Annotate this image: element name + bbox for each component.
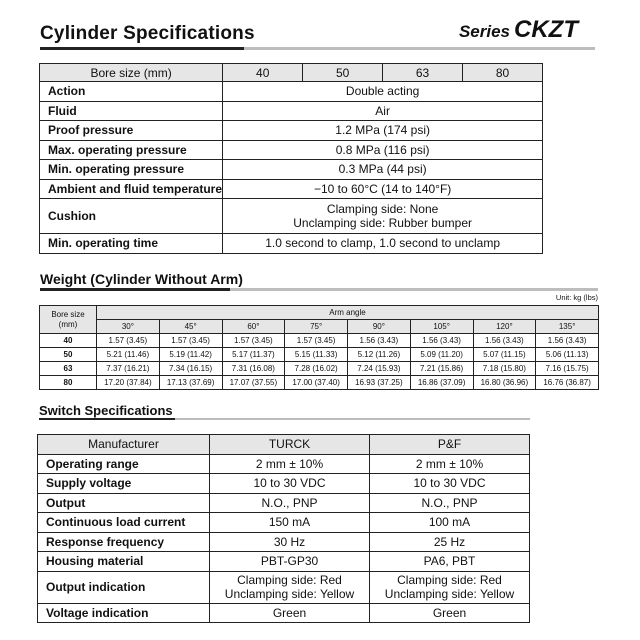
bore-cell: 63 [40, 362, 97, 376]
table-row [40, 82, 543, 102]
bore-50: 50 [303, 64, 383, 82]
title-underline-accent [40, 47, 244, 50]
angle-header-row [40, 320, 599, 334]
spec-label: Operating range [38, 454, 210, 474]
page-title: Cylinder Specifications [40, 23, 255, 44]
weight-cell: 7.28 (16.02) [285, 362, 348, 376]
bore-40: 40 [223, 64, 303, 82]
weight-cell: 7.31 (16.08) [222, 362, 285, 376]
spec-label: Voltage indication [38, 603, 210, 623]
weight-cell: 17.20 (37.84) [97, 376, 160, 390]
weight-cell: 7.16 (15.75) [536, 362, 599, 376]
table-row [38, 474, 530, 494]
weight-cell: 16.76 (36.87) [536, 376, 599, 390]
table-row [38, 603, 530, 623]
spec-label: Housing material [38, 552, 210, 572]
bore-cell: 40 [40, 334, 97, 348]
angle-header: 120° [473, 320, 536, 334]
weight-cell: 7.37 (16.21) [97, 362, 160, 376]
angle-header: 60° [222, 320, 285, 334]
angle-header: 45° [159, 320, 222, 334]
weight-unit: Unit: kg (lbs) [555, 293, 598, 302]
table-row [38, 454, 530, 474]
spec-value: 0.3 MPa (44 psi) [223, 160, 543, 180]
spec-value: 10 to 30 VDC [210, 474, 370, 494]
spec-value: Green [210, 603, 370, 623]
weight-table [39, 305, 599, 390]
table-row [40, 121, 543, 141]
spec-value: PA6, PBT [370, 552, 530, 572]
spec-value: Green [370, 603, 530, 623]
switch-underline-accent [39, 418, 175, 420]
weight-cell: 5.17 (11.37) [222, 348, 285, 362]
weight-cell: 1.57 (3.45) [97, 334, 160, 348]
spec-label: Cushion [40, 199, 223, 234]
weight-cell: 17.07 (37.55) [222, 376, 285, 390]
bore-63: 63 [383, 64, 463, 82]
spec-label: Supply voltage [38, 474, 210, 494]
spec-label: Action [40, 82, 223, 102]
manufacturer-header: Manufacturer [38, 435, 210, 455]
table-row [40, 348, 599, 362]
table-row [40, 140, 543, 160]
spec-value: −10 to 60°C (14 to 140°F) [223, 179, 543, 199]
weight-title: Weight (Cylinder Without Arm) [40, 271, 243, 287]
angle-header: 135° [536, 320, 599, 334]
weight-cell: 1.57 (3.45) [222, 334, 285, 348]
bore-cell: 50 [40, 348, 97, 362]
weight-cell: 1.57 (3.45) [285, 334, 348, 348]
spec-value: N.O., PNP [370, 493, 530, 513]
table-row [40, 160, 543, 180]
weight-cell: 16.93 (37.25) [348, 376, 411, 390]
bore-size-header: Bore size (mm) [40, 64, 223, 82]
spec-value: Clamping side: None Unclamping side: Rubber bumper [223, 199, 543, 234]
spec-value: Air [223, 101, 543, 121]
bore-size-header: Bore size (mm) [40, 306, 97, 334]
table-row [40, 234, 543, 254]
spec-label: Output [38, 493, 210, 513]
weight-cell: 5.19 (11.42) [159, 348, 222, 362]
weight-cell: 7.24 (15.93) [348, 362, 411, 376]
spec-value: Clamping side: Red Unclamping side: Yellow [370, 571, 530, 603]
spec-value: N.O., PNP [210, 493, 370, 513]
cylinder-spec-table [39, 63, 543, 254]
table-row [38, 493, 530, 513]
spec-label: Fluid [40, 101, 223, 121]
series-word: Series [458, 22, 511, 41]
spec-label: Continuous load current [38, 513, 210, 533]
weight-cell: 5.09 (11.20) [410, 348, 473, 362]
table-row [38, 532, 530, 552]
spec-label: Max. operating pressure [40, 140, 223, 160]
weight-cell: 5.06 (11.13) [536, 348, 599, 362]
series-name: CKZT [514, 16, 578, 43]
table-row [40, 362, 599, 376]
spec-value: 10 to 30 VDC [370, 474, 530, 494]
table-row [38, 513, 530, 533]
weight-cell: 1.56 (3.43) [348, 334, 411, 348]
table-row [38, 571, 530, 603]
angle-header: 75° [285, 320, 348, 334]
angle-header: 105° [410, 320, 473, 334]
weight-cell: 17.00 (37.40) [285, 376, 348, 390]
manufacturer-turck: TURCK [210, 435, 370, 455]
table-row [40, 179, 543, 199]
spec-value: Clamping side: Red Unclamping side: Yellow [210, 571, 370, 603]
weight-cell: 1.57 (3.45) [159, 334, 222, 348]
table-row [40, 376, 599, 390]
spec-value: 1.2 MPa (174 psi) [223, 121, 543, 141]
angle-header: 30° [97, 320, 160, 334]
spec-label: Response frequency [38, 532, 210, 552]
switch-spec-table [37, 434, 530, 623]
spec-value: Double acting [223, 82, 543, 102]
weight-cell: 1.56 (3.43) [473, 334, 536, 348]
manufacturer-pf: P&F [370, 435, 530, 455]
weight-cell: 1.56 (3.43) [536, 334, 599, 348]
spec-label: Min. operating pressure [40, 160, 223, 180]
spec-label: Min. operating time [40, 234, 223, 254]
arm-angle-header: Arm angle [97, 306, 599, 320]
weight-cell: 7.18 (15.80) [473, 362, 536, 376]
spec-value: 1.0 second to clamp, 1.0 second to unclamp [223, 234, 543, 254]
weight-cell: 5.15 (11.33) [285, 348, 348, 362]
spec-value: 2 mm ± 10% [210, 454, 370, 474]
spec-label: Ambient and fluid temperature [40, 179, 223, 199]
spec-value: 2 mm ± 10% [370, 454, 530, 474]
weight-cell: 1.56 (3.43) [410, 334, 473, 348]
switch-title: Switch Specifications [39, 403, 173, 418]
spec-label: Proof pressure [40, 121, 223, 141]
table-header-row [40, 306, 599, 320]
bore-cell: 80 [40, 376, 97, 390]
weight-cell: 7.21 (15.86) [410, 362, 473, 376]
series-label [459, 16, 578, 44]
spec-value: 0.8 MPa (116 psi) [223, 140, 543, 160]
table-row [40, 334, 599, 348]
spec-value: 150 mA [210, 513, 370, 533]
bore-80: 80 [463, 64, 543, 82]
weight-cell: 7.34 (16.15) [159, 362, 222, 376]
table-header-row [38, 435, 530, 455]
weight-cell: 5.07 (11.15) [473, 348, 536, 362]
weight-cell: 5.12 (11.26) [348, 348, 411, 362]
weight-cell: 5.21 (11.46) [97, 348, 160, 362]
weight-cell: 16.80 (36.96) [473, 376, 536, 390]
weight-cell: 17.13 (37.69) [159, 376, 222, 390]
spec-value: 100 mA [370, 513, 530, 533]
angle-header: 90° [348, 320, 411, 334]
table-row [40, 101, 543, 121]
weight-underline-accent [40, 288, 230, 291]
table-row [40, 199, 543, 234]
table-row [38, 552, 530, 572]
spec-value: PBT-GP30 [210, 552, 370, 572]
weight-cell: 16.86 (37.09) [410, 376, 473, 390]
spec-value: 30 Hz [210, 532, 370, 552]
table-header-row [40, 64, 543, 82]
spec-value: 25 Hz [370, 532, 530, 552]
spec-label: Output indication [38, 571, 210, 603]
